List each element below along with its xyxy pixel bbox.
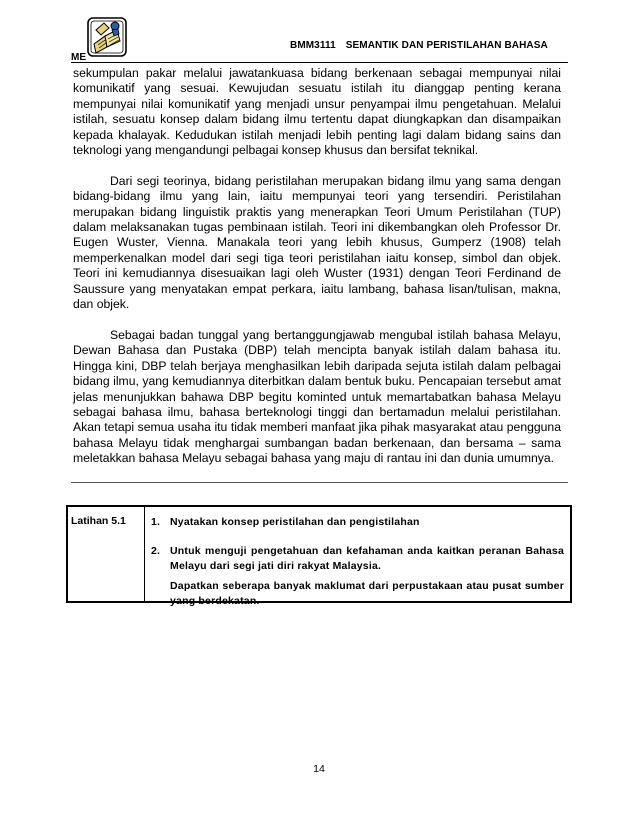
- paragraph: Dari segi teorinya, bidang peristilahan merupakan bidang ilmu yang sama dengan bidang-bidang ilmu yang lain, iaitu mempunyai teori yang tersendiri. Peristilahan merupakan bidang linguistik praktis yang menerapkan Teori Umum Peristilahan (TUP) dalam melaksanakan tugas pembinaan istilah. Teori ini dikembangkan oleh Professor Dr. Eugen Wuster, Vienna. Manakala teori yang lebih khusus, Gumperz (1908) telah memperkenalkan model dari segi tiga teori peristilahan iaitu konsep, simbol dan objek. Teori ini kemudiannya disesuaikan lagi oleh Wuster (1931) dengan Teori Ferdinand de Saussure yang menyatakan empat perkara, iaitu lambang, bahasa lisan/tulisan, makna, dan objek.: [73, 173, 561, 312]
- item-text: Untuk menguji pengetahuan dan kefahaman anda kaitkan peranan Bahasa Melayu dari segi jati diri rakyat Malaysia.: [170, 545, 564, 572]
- exercise-label: Latihan 5.1: [71, 515, 126, 527]
- exercise-item: [170, 579, 564, 608]
- header-rule: [71, 62, 568, 63]
- book-reading-icon: [84, 14, 130, 60]
- exercise-box: [66, 505, 572, 607]
- paragraph: sekumpulan pakar melalui jawatankuasa bidang berkenaan sebagai mempunyai nilai komunikatif yang sesuai. Kewujudan sesuatu istilah itu dianggap penting kerana mempunyai nilai komunikatif yang menjadi unsur penyampai ilmu pengetahuan. Melalui istilah, sesuatu konsep dalam bidang ilmu tertentu dapat diungkapkan dan disampaikan kepada khalayak. Kedudukan istilah menjadi lebih penting lagi dalam bidang sains dan teknologi yang mengandungi pelbagai konsep khusus dan bersifat teknikal.: [73, 66, 561, 158]
- paragraph: Sebagai badan tunggal yang bertanggungjawab mengubal istilah bahasa Melayu, Dewan Bahasa dan Pustaka (DBP) telah mencipta banyak istilah dalam bahasa itu. Hingga kini, DBP telah berjaya menghasilkan lebih daripada sejuta istilah dalam pelbagai bidang ilmu, yang kemudiannya diterbitkan dalam bentuk buku. Pencapaian tersebut amat jelas menunjukkan bahawa DBP begitu kominted untuk memartabatkan bahasa Melayu sebagai bahasa ilmu, bahasa berteknologi tinggi dan bertamadun melalui peristilahan. Akan tetapi semua usaha itu tidak memberi manfaat jika pihak masyarakat atau pengguna bahasa Melayu tidak menghargai sumbangan badan berkenaan, dan bersama – sama meletakkan bahasa Melayu sebagai bahasa yang maju di rantau ini dan dunia umumnya.: [73, 327, 561, 466]
- body-text: [73, 66, 561, 467]
- item-text: Dapatkan seberapa banyak maklumat dari perpustakaan atau pusat sumber yang berdekatan.: [170, 580, 564, 607]
- section-divider: [71, 482, 568, 483]
- item-number: 2.: [151, 545, 161, 557]
- course-title: SEMANTIK DAN PERISTILAHAN BAHASA: [345, 40, 548, 51]
- item-number: 1.: [151, 516, 161, 528]
- item-text: Nyatakan konsep peristilahan dan pengistilahan: [170, 516, 420, 528]
- exercise-item: [151, 544, 564, 573]
- header-left-text: ME: [71, 52, 86, 63]
- course-header: [290, 40, 548, 51]
- course-code: BMM3111: [290, 40, 336, 51]
- page-number: 14: [313, 763, 325, 775]
- column-divider: [144, 507, 145, 601]
- exercise-item: [151, 515, 564, 530]
